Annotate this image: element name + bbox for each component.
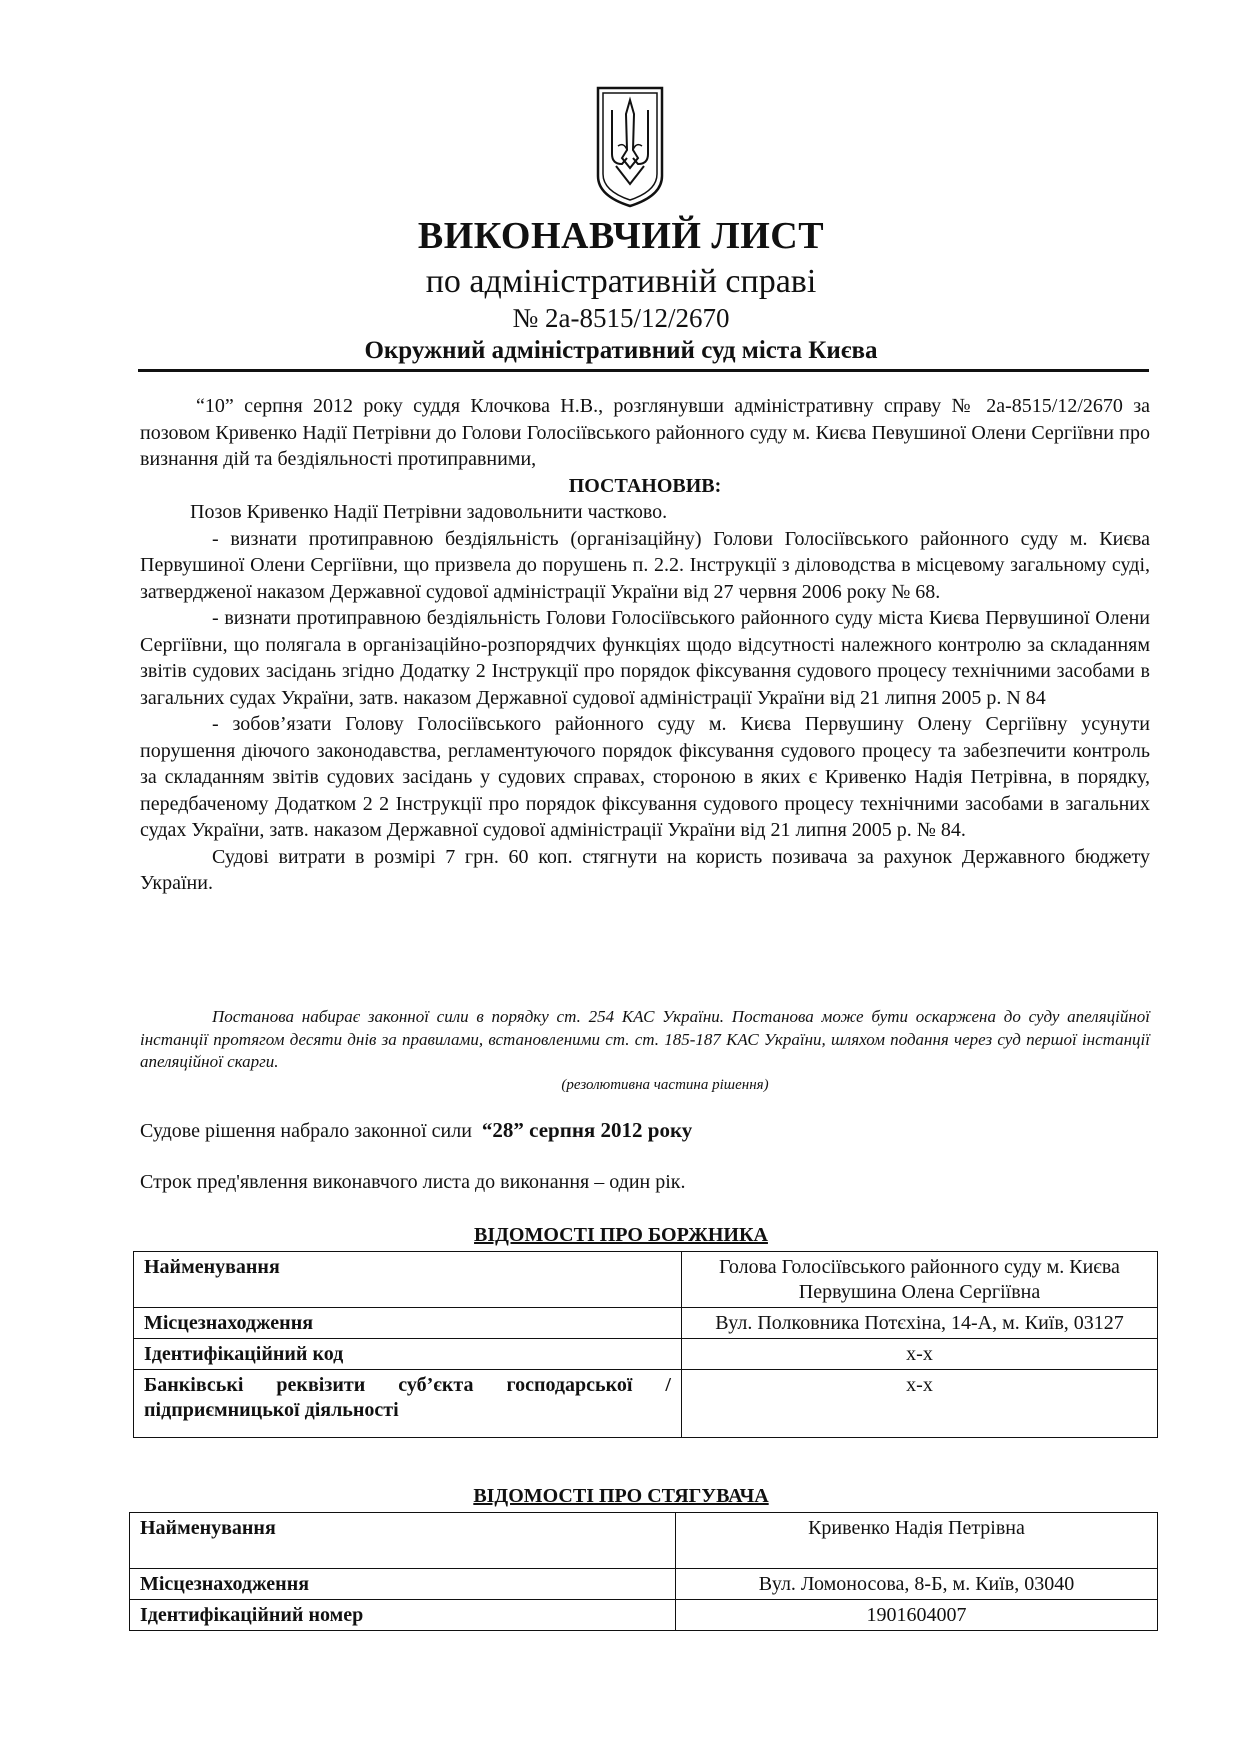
entered-force-date: “28” серпня 2012 року xyxy=(481,1118,693,1142)
table-row xyxy=(134,1252,1158,1308)
entered-force-label: Судове рішення набрало законної сили xyxy=(140,1120,472,1142)
creditor-section-title: ВІДОМОСТІ ПРО СТЯГУВАЧА xyxy=(473,1485,769,1507)
header-divider xyxy=(138,369,1149,372)
ruling-item: - визнати протиправною бездіяльність (організаційну) Голови Голосіївського районного суду м. Києва Первушиної Олени Сергіївни, що призвела до порушень п. 2.2. Інструкції з діловодства в місцевому загальному суді, затвердженої наказом Державної судової адміністрації України від 27 червня 2006 року № 68. xyxy=(140,527,1150,603)
field-value: Вул. Полковника Потєхіна, 14-А, м. Київ, 03127 xyxy=(682,1308,1158,1339)
field-value: Вул. Ломоносова, 8-Б, м. Київ, 03040 xyxy=(676,1569,1158,1600)
case-number: № 2а-8515/12/2670 xyxy=(512,303,730,333)
field-value: х-х xyxy=(682,1370,1158,1438)
court-name: Окружний адміністративний суд міста Києва xyxy=(364,337,878,364)
ruling-heading: ПОСТАНОВИВ: xyxy=(568,474,722,497)
appeal-note xyxy=(140,1006,1150,1096)
document-title: ВИКОНАВЧИЙ ЛИСТ xyxy=(417,215,825,257)
ruling-body xyxy=(140,393,1150,897)
ruling-item: Судові витрати в розмірі 7 грн. 60 коп. стягнути на користь позивача за рахунок Державного бюджету України. xyxy=(140,845,1150,894)
field-label: Місцезнаходження xyxy=(134,1308,682,1339)
field-label: Найменування xyxy=(130,1513,676,1569)
ruling-item: - зобов’язати Голову Голосіївського районного суду м. Києва Первушину Олену Сергіївну усунути порушення діючого законодавства, регламентуючого порядок фіксування судового процесу та забезпечити контроль за складанням звітів судових засідань у судових справах, стороною в яких є Кривенко Надія Петрівна, в порядку, передбаченому Додатком 2 2 Інструкції про порядок фіксування судового процесу технічними засобами в загальних судах України, затв. наказом Державної судової адміністрації України від 21 липня 2005 р. № 84. xyxy=(140,713,1150,841)
creditor-table xyxy=(129,1512,1158,1631)
field-value: Голова Голосіївського районного суду м. Києва Первушина Олена Сергіївна xyxy=(682,1252,1158,1308)
field-label: Найменування xyxy=(134,1252,682,1308)
trident-emblem-icon xyxy=(594,84,666,210)
table-row xyxy=(130,1513,1158,1569)
field-label: Ідентифікаційний код xyxy=(134,1339,682,1370)
debtor-table xyxy=(133,1251,1158,1438)
document-subtitle: по адміністративній справі xyxy=(425,263,817,300)
table-row xyxy=(130,1600,1158,1631)
debtor-section-title: ВІДОМОСТІ ПРО БОРЖНИКА xyxy=(474,1224,768,1246)
field-value: х-х xyxy=(682,1339,1158,1370)
table-row xyxy=(134,1370,1158,1438)
ruling-item: - визнати протиправною бездіяльність Голови Голосіївського районного суду міста Києва Первушиної Олени Сергіївни, що полягала в організаційно-розпорядчих функціях щодо відсутності належного контролю за складанням звітів судових засідань згідно Додатку 2 Інструкції про порядок фіксування судового процесу технічними засобами в загальних судах України, затв. наказом Державної судової адміністрації України від 21 липня 2005 р. N 84 xyxy=(140,607,1150,709)
field-value: 1901604007 xyxy=(676,1600,1158,1631)
field-label: Ідентифікаційний номер xyxy=(130,1600,676,1631)
table-row xyxy=(130,1569,1158,1600)
entered-force-line xyxy=(140,1118,692,1143)
ruling-item: Позов Кривенко Надії Петрівни задовольнити частково. xyxy=(190,501,668,523)
presentation-term: Строк пред'явлення виконавчого листа до виконання – один рік. xyxy=(140,1171,686,1193)
field-label: Банківські реквізити суб’єкта господарської /підприємницької діяльності xyxy=(134,1370,682,1438)
table-row xyxy=(134,1308,1158,1339)
field-value: Кривенко Надія Петрівна xyxy=(676,1513,1158,1569)
table-row xyxy=(134,1339,1158,1370)
intro-paragraph: “10” серпня 2012 року суддя Клочкова Н.В., розглянувши адміністративну справу № 2а-8515/12/2670 за позовом Кривенко Надії Петрівни до Голови Голосіївського районного суду м. Києва Певушиної Олени Сергіївни про визнання дій та бездіяльності протиправними, xyxy=(140,395,1150,470)
appeal-note-caption: (резолютивна частина рішення) xyxy=(561,1076,769,1093)
field-label: Місцезнаходження xyxy=(130,1569,676,1600)
appeal-note-text: Постанова набирає законної сили в порядку ст. 254 КАС України. Постанова може бути оскаржена до суду апеляційної інстанції протягом десяти днів за правилами, встановленими ст. ст. 185-187 КАС України, шляхом подання через суд першої інстанції апеляційної скарги. xyxy=(140,1007,1150,1071)
